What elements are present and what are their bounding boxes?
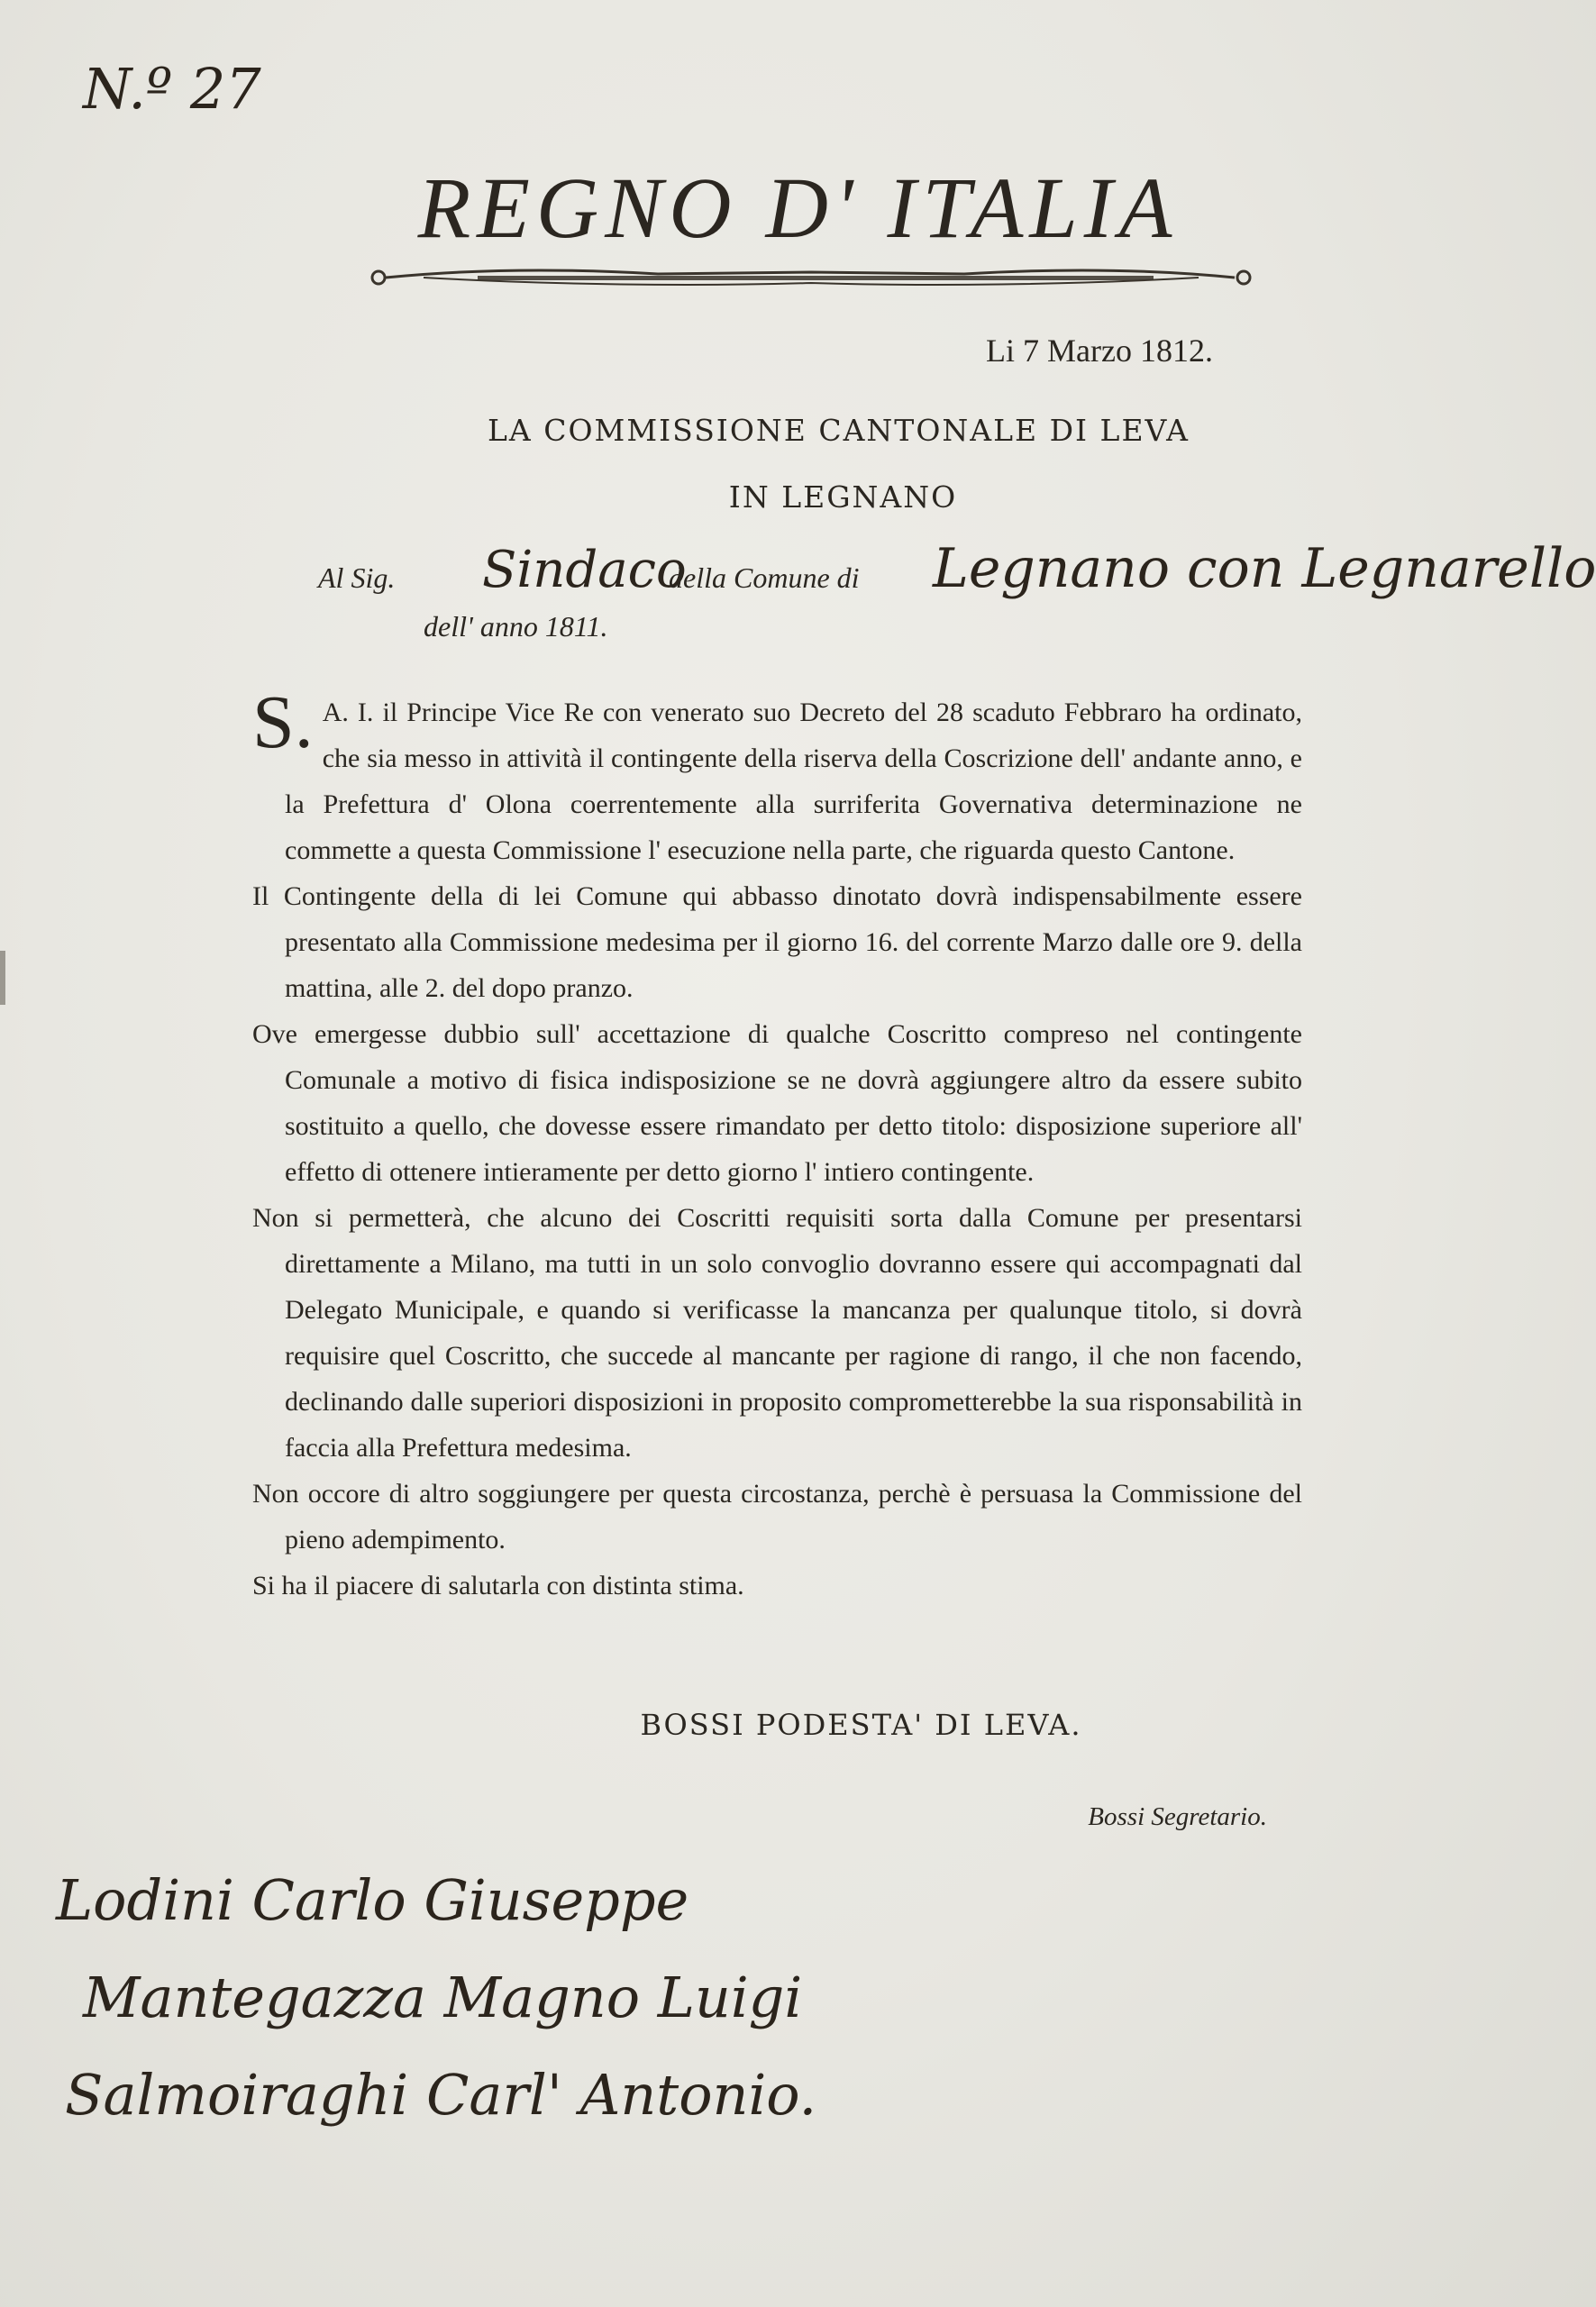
issuing-commission: LA COMMISSIONE CANTONALE DI LEVA (488, 413, 1190, 448)
conscription-year: dell' anno 1811. (424, 610, 608, 643)
body-paragraph: S.A. I. il Principe Vice Re con venerato suo Decreto del 28 scaduto Febbraro ha ordinato, che sia messo in attività il contingente della riserva della Coscrizione dell' andante anno, e la Prefettura d' Olona coerrentemente alla surriferita Governativa determinazione ne commette a questa Commissione l' esecuzione nella parte, che riguarda questo Cantone. (252, 680, 1302, 865)
document-body (252, 680, 1302, 1609)
conscript-name: Mantegazza Magno Luigi (83, 1965, 803, 2030)
addressee-title-handwritten: Sindaco (482, 541, 687, 599)
decorative-rule-icon (369, 256, 1253, 299)
document-title: REGNO D' ITALIA (417, 160, 1179, 256)
address-prefix: Al Sig. (318, 561, 396, 594)
addressee-comune-handwritten: Legnano con Legnarello (933, 537, 1596, 600)
signature-podesta: BOSSI PODESTA' DI LEVA. (640, 1708, 1082, 1742)
body-paragraph: Ove emergesse dubbio sull' accettazione di qualche Coscritto compreso nel contingente Comunale a motivo di fisica indisposizione se ne dovrà aggiungere altro da essere subito sostituito a quello, che dovesse essere rimandato per detto titolo: disposizione superiore all' effetto di ottenere intieramente per detto giorno l' intiero contingente. (252, 1019, 1302, 1187)
body-paragraph: Non occore di altro soggiungere per questa circostanza, perchè è persuasa la Commissione del pieno adempimento. (252, 1479, 1302, 1555)
document-date: Li 7 Marzo 1812. (986, 333, 1213, 369)
conscript-name: Lodini Carlo Giuseppe (56, 1867, 689, 1933)
signature-secretary: Bossi Segretario. (1088, 1802, 1267, 1831)
body-paragraph: Si ha il piacere di salutarla con distinta stima. (252, 1571, 744, 1600)
body-paragraph: Non si permetterà, che alcuno dei Coscritti requisiti sorta dalla Comune per presentarsi direttamente a Milano, ma tutti in un solo convoglio dovranno essere qui accompagnati dal Delegato Municipale, e quando si verificasse la mancanza per qualunque titolo, si dovrà requisire quel Coscritto, che succede al mancante per ragione di rango, il che non facendo, declinando dalle superiori disposizioni in proposito comprometterebbe la sua risponsabilità in faccia alla Prefettura medesima. (252, 1203, 1302, 1463)
commission-seat: IN LEGNANO (728, 479, 958, 515)
paper-edge-mark (0, 951, 5, 1005)
body-paragraph: Il Contingente della di lei Comune qui abbasso dinotato dovrà indispensabilmente essere presentato alla Commissione medesima per il giorno 16. del corrente Marzo dalle ore 9. della mattina, alle 2. del dopo pranzo. (252, 881, 1302, 1003)
conscripts-list-handwritten (56, 1852, 816, 2144)
address-comune-label: della Comune di (669, 561, 860, 594)
conscript-name: Salmoiraghi Carl' Antonio. (65, 2062, 817, 2128)
document-number-mark: N.º 27 (83, 56, 261, 122)
